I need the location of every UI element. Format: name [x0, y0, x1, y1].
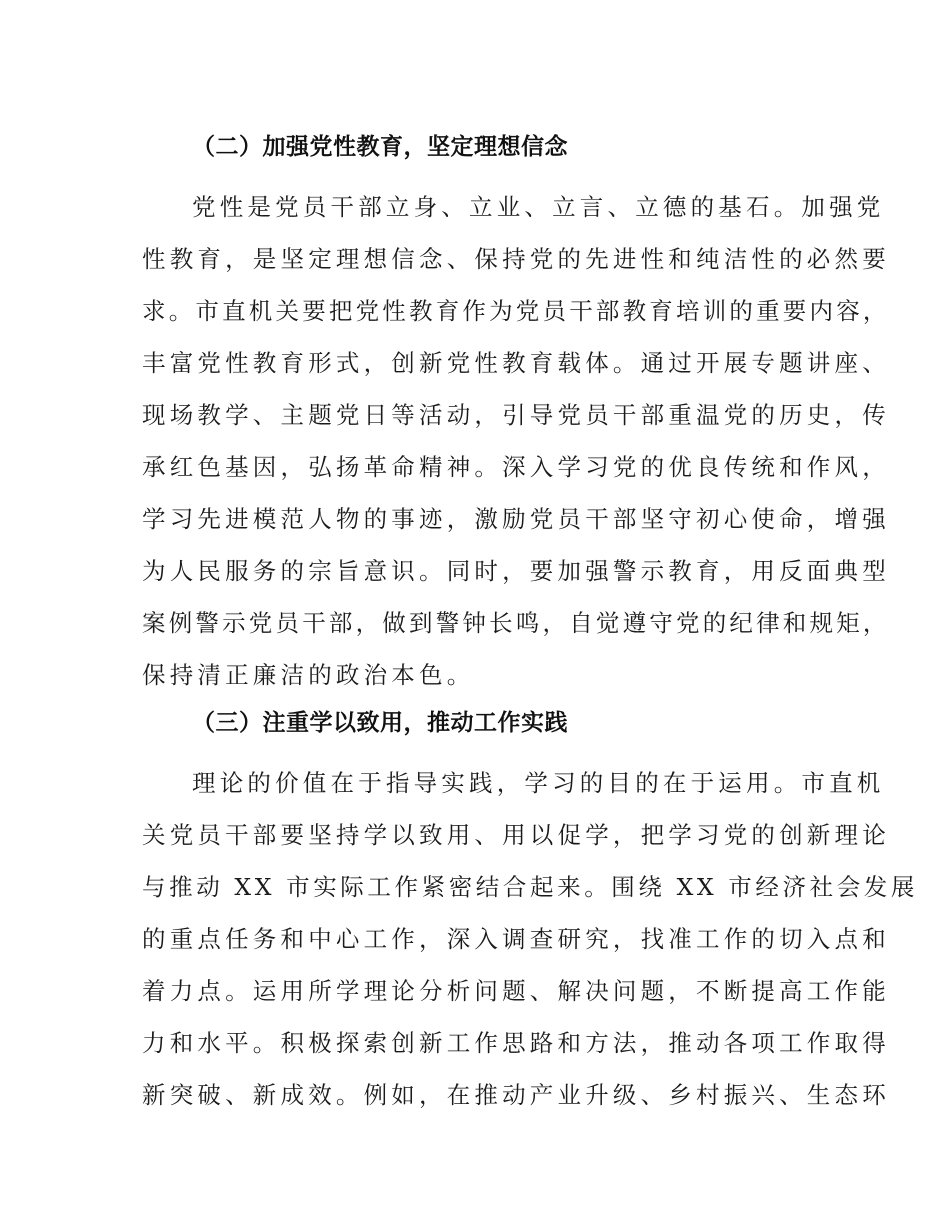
- paragraph-line: 关党员干部要坚持学以致用、用以促学，把学习党的创新理论: [142, 821, 890, 849]
- paragraph-line: 为人民服务的宗旨意识。同时，要加强警示教育，用反面典型: [142, 557, 890, 585]
- paragraph-line: 的重点任务和中心工作，深入调查研究，找准工作的切入点和: [142, 925, 890, 953]
- paragraph-line: 理论的价值在于指导实践，学习的目的在于运用。市直机: [192, 769, 885, 797]
- paragraph-line: 承红色基因，弘扬革命精神。深入学习党的优良传统和作风，: [142, 453, 890, 481]
- paragraph-line: 保持清正廉洁的政治本色。: [142, 661, 475, 689]
- paragraph-line: 现场教学、主题党日等活动，引导党员干部重温党的历史，传: [142, 401, 890, 429]
- paragraph-line: 与推动 XX 市实际工作紧密结合起来。围绕 XX 市经济社会发展: [142, 873, 918, 901]
- paragraph-line: 着力点。运用所学理论分析问题、解决问题，不断提高工作能: [142, 977, 890, 1005]
- paragraph-line: 性教育，是坚定理想信念、保持党的先进性和纯洁性的必然要: [142, 245, 890, 273]
- paragraph-line: 力和水平。积极探索创新工作思路和方法，推动各项工作取得: [142, 1029, 890, 1057]
- section-heading-3: （三）注重学以致用，推动工作实践: [192, 710, 568, 736]
- paragraph-line: 求。市直机关要把党性教育作为党员干部教育培训的重要内容，: [142, 297, 890, 325]
- paragraph-line: 丰富党性教育形式，创新党性教育载体。通过开展专题讲座、: [142, 349, 890, 377]
- paragraph-line: 学习先进模范人物的事迹，激励党员干部坚守初心使命，增强: [142, 505, 890, 533]
- section-heading-2: （二）加强党性教育，坚定理想信念: [192, 134, 568, 160]
- paragraph-line: 党性是党员干部立身、立业、立言、立德的基石。加强党: [192, 193, 885, 221]
- paragraph-line: 案例警示党员干部，做到警钟长鸣，自觉遵守党的纪律和规矩，: [142, 609, 890, 637]
- paragraph-line: 新突破、新成效。例如，在推动产业升级、乡村振兴、生态环: [142, 1081, 890, 1109]
